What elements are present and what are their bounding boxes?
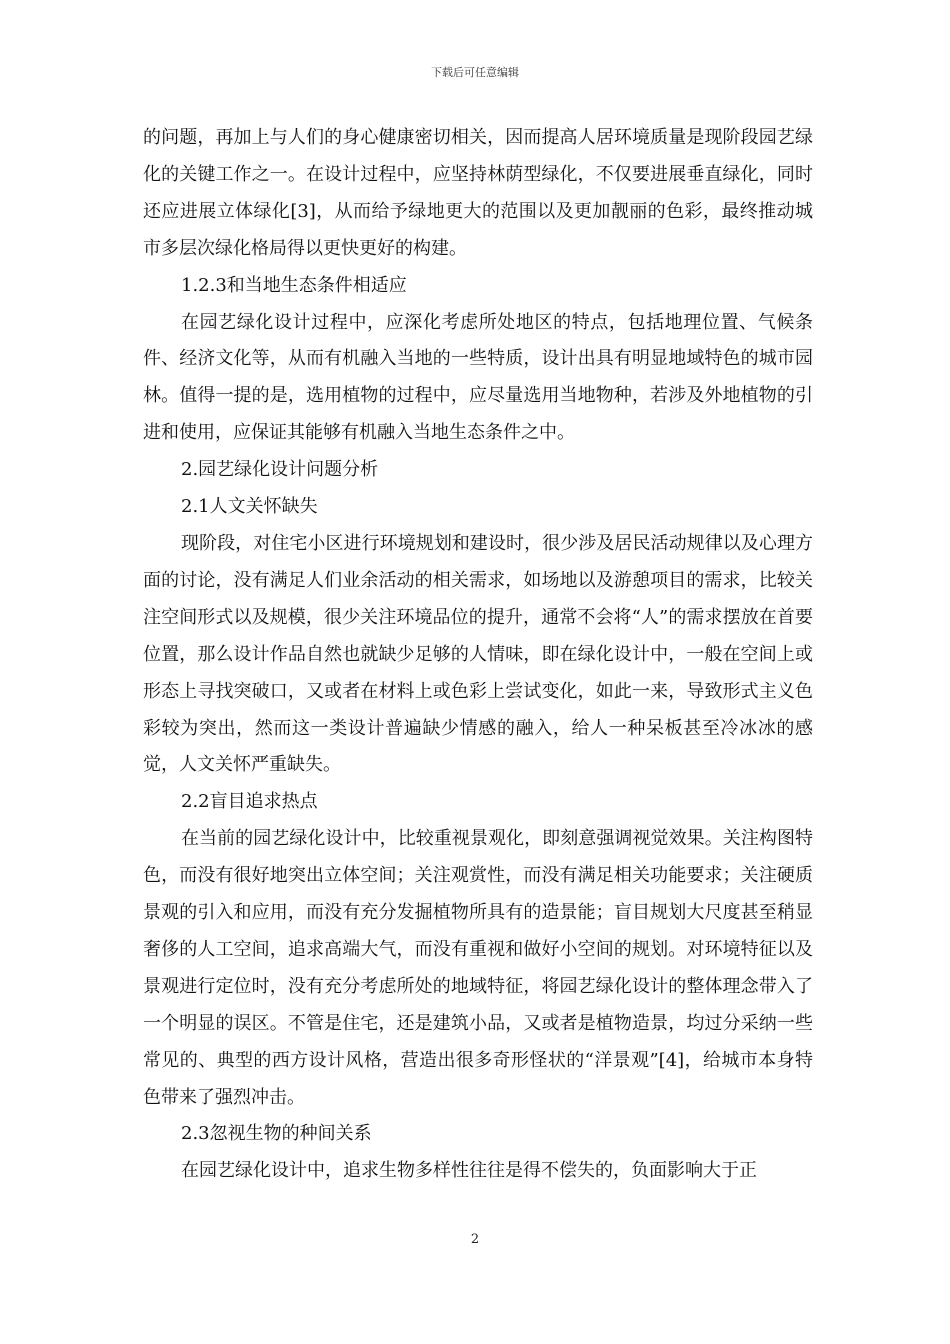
paragraph: 现阶段，对住宅小区进行环境规划和建设时，很少涉及居民活动规律以及心理方面的讨论，没有满足人们业余活动的相关需求，如场地以及游憩项目的需求，比较关注空间形式以及规模，很少关注环境品位的提升，通常不会将“人”的需求摆放在首要位置，那么设计作品自然也就缺少足够的人情味，即在绿化设计中，一般在空间上或形态上寻找突破口，又或者在材料上或色彩上尝试变化，如此一来，导致形式主义色彩较为突出，然而这一类设计普遍缺少情感的融入，给人一种呆板甚至冷冰冰的感觉，人文关怀严重缺失。	[143, 532, 813, 776]
section-heading-1-2-3: 1.2.3和当地生态条件相适应	[181, 274, 407, 296]
paragraph: 在园艺绿化设计中，追求生物多样性往往是得不偿失的，负面影响大于正	[181, 1160, 757, 1182]
section-heading-2: 2.园艺绿化设计问题分析	[181, 459, 379, 481]
section-heading-2-1: 2.1人文关怀缺失	[181, 496, 318, 518]
page-header: 下载后可任意编辑	[431, 66, 519, 79]
section-heading-2-3: 2.3忽视生物的种间关系	[181, 1123, 372, 1145]
section-heading-2-2: 2.2盲目追求热点	[181, 791, 318, 813]
paragraph: 在园艺绿化设计过程中，应深化考虑所处地区的特点，包括地理位置、气候条件、经济文化等，从而有机融入当地的一些特质，设计出具有明显地域特色的城市园林。值得一提的是，选用植物的过程中，应尽量选用当地物种，若涉及外地植物的引进和使用，应保证其能够有机融入当地生态条件之中。	[143, 311, 813, 444]
paragraph-continuation: 的问题，再加上与人们的身心健康密切相关，因而提高人居环境质量是现阶段园艺绿化的关键工作之一。在设计过程中，应坚持林荫型绿化，不仅要进展垂直绿化，同时还应进展立体绿化[3]，从而给予绿地更大的范围以及更加靓丽的色彩，最终推动城市多层次绿化格局得以更快更好的构建。	[143, 127, 813, 259]
page-number: 2	[470, 1232, 480, 1247]
paragraph: 在当前的园艺绿化设计中，比较重视景观化，即刻意强调视觉效果。关注构图特色，而没有很好地突出立体空间；关注观赏性，而没有满足相关功能要求；关注硬质景观的引入和应用，而没有充分发掘植物所具有的造景能；盲目规划大尺度甚至稍显奢侈的人工空间，追求高端大气，而没有重视和做好小空间的规划。对环境特征以及景观进行定位时，没有充分考虑所处的地域特征，将园艺绿化设计的整体理念带入了一个明显的误区。不管是住宅，还是建筑小品，又或者是植物造景，均过分采纳一些常见的、典型的西方设计风格，营造出很多奇形怪状的“洋景观”[4]，给城市本身特色带来了强烈冲击。	[143, 828, 813, 1108]
body-text	[143, 120, 813, 1190]
